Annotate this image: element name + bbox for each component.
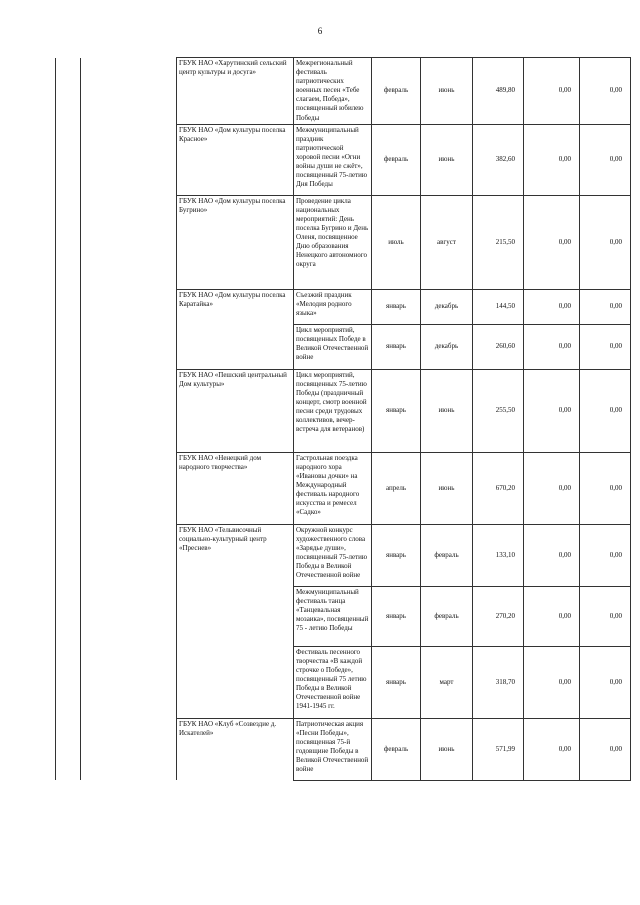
amount-cell: 0,00 [524, 646, 580, 718]
end-month-cell: июнь [421, 452, 473, 524]
amount-cell: 215,50 [473, 195, 524, 289]
amount-cell: 489,80 [473, 58, 524, 125]
start-month-cell: январь [372, 324, 421, 369]
row-spacer-cell [56, 718, 81, 780]
row-spacer-cell [56, 195, 81, 289]
amount-cell: 0,00 [524, 718, 580, 780]
table-row [56, 289, 631, 324]
amount-cell: 255,50 [473, 369, 524, 452]
organization-cell: ГБУК НАО «Клуб «Созвездие д. Искателей» [177, 718, 294, 780]
end-month-cell: июнь [421, 369, 473, 452]
table-row [56, 58, 631, 125]
organization-cell: ГБУК НАО «Пешский центральный Дом культуры» [177, 369, 294, 452]
amount-cell: 0,00 [524, 452, 580, 524]
organization-cell [177, 324, 294, 369]
amount-cell: 0,00 [524, 289, 580, 324]
amount-cell: 318,70 [473, 646, 524, 718]
table-row [56, 369, 631, 452]
table-row [56, 524, 631, 586]
amount-cell: 0,00 [524, 58, 580, 125]
row-spacer-cell [81, 369, 177, 452]
start-month-cell: январь [372, 586, 421, 646]
row-spacer-cell [56, 124, 81, 195]
organization-cell [177, 586, 294, 646]
table-row [56, 324, 631, 369]
row-spacer-cell [81, 586, 177, 646]
end-month-cell: июнь [421, 124, 473, 195]
row-spacer-cell [81, 646, 177, 718]
row-spacer-cell [56, 586, 81, 646]
row-spacer-cell [81, 195, 177, 289]
page-number: 6 [317, 26, 323, 36]
table-row [56, 195, 631, 289]
row-spacer-cell [81, 58, 177, 125]
amount-cell: 270,20 [473, 586, 524, 646]
table-row [56, 452, 631, 524]
event-cell: Межмуниципальный праздник патриотической хоровой песни «Огни войны души не сжёт», посвященный 75-летию Дня Победы [294, 124, 372, 195]
event-cell: Гастрольная поездка народного хора «Ивановы дочки» на Международный фестиваль народного искусства и ремесел «Садко» [294, 452, 372, 524]
amount-cell: 0,00 [580, 452, 631, 524]
row-spacer-cell [81, 124, 177, 195]
amount-cell: 0,00 [524, 124, 580, 195]
row-spacer-cell [56, 324, 81, 369]
end-month-cell: март [421, 646, 473, 718]
end-month-cell: август [421, 195, 473, 289]
event-cell: Фестиваль песенного творчества «В каждой строчке о Победе», посвященный 75 летию Победы в Великой Отечественной войне 1941-1945 гг. [294, 646, 372, 718]
start-month-cell: февраль [372, 58, 421, 125]
organization-cell: ГБУК НАО «Тельвисочный социально-культурный центр «Преснев» [177, 524, 294, 586]
amount-cell: 0,00 [524, 324, 580, 369]
amount-cell: 0,00 [524, 524, 580, 586]
amount-cell: 0,00 [580, 718, 631, 780]
end-month-cell: июнь [421, 58, 473, 125]
organization-cell: ГБУК НАО «Харутинский сельский центр культуры и досуга» [177, 58, 294, 125]
row-spacer-cell [56, 289, 81, 324]
amount-cell: 0,00 [580, 586, 631, 646]
start-month-cell: январь [372, 369, 421, 452]
organization-cell: ГБУК НАО «Дом культуры поселка Каратайка» [177, 289, 294, 324]
table-row [56, 586, 631, 646]
amount-cell: 571,99 [473, 718, 524, 780]
event-cell: Межмуниципальный фестиваль танца «Танцевальная мозаика», посвященный 75 - летию Победы [294, 586, 372, 646]
table-row [56, 124, 631, 195]
event-cell: Съезжий праздник «Мелодия родного языка» [294, 289, 372, 324]
amount-cell: 382,60 [473, 124, 524, 195]
start-month-cell: апрель [372, 452, 421, 524]
table-row [56, 646, 631, 718]
start-month-cell: январь [372, 289, 421, 324]
row-spacer-cell [81, 289, 177, 324]
amount-cell: 133,10 [473, 524, 524, 586]
end-month-cell: июнь [421, 718, 473, 780]
event-cell: Цикл мероприятий, посвященных 75-летию Победы (праздничный концерт, смотр военной песни среди трудовых коллективов, вечер-встреча для ветеранов) [294, 369, 372, 452]
amount-cell: 144,50 [473, 289, 524, 324]
end-month-cell: февраль [421, 586, 473, 646]
event-cell: Межрегиональный фестиваль патриотических военных песен «Тебе слагаем, Победа», посвященный юбилею Победы [294, 58, 372, 125]
start-month-cell: февраль [372, 124, 421, 195]
end-month-cell: декабрь [421, 289, 473, 324]
row-spacer-cell [56, 646, 81, 718]
amount-cell: 0,00 [580, 289, 631, 324]
events-table [55, 57, 631, 781]
event-cell: Проведение цикла национальных мероприятий: День поселка Бугрино и День Оленя, посвященное Дню образования Ненецкого автономного округа [294, 195, 372, 289]
organization-cell: ГБУК НАО «Ненецкий дом народного творчества» [177, 452, 294, 524]
event-cell: Окружной конкурс художественного слова «Зарядье души», посвященный 75-летию Победы в Великой Отечественной войне [294, 524, 372, 586]
organization-cell: ГБУК НАО «Дом культуры поселка Красное» [177, 124, 294, 195]
start-month-cell: июль [372, 195, 421, 289]
amount-cell: 0,00 [580, 369, 631, 452]
amount-cell: 0,00 [580, 524, 631, 586]
end-month-cell: декабрь [421, 324, 473, 369]
start-month-cell: январь [372, 646, 421, 718]
table-row [56, 718, 631, 780]
amount-cell: 0,00 [580, 195, 631, 289]
row-spacer-cell [81, 452, 177, 524]
event-cell: Патриотическая акция «Песни Победы», посвященная 75-й годовщине Победы в Великой Отечественной войне [294, 718, 372, 780]
end-month-cell: февраль [421, 524, 473, 586]
amount-cell: 0,00 [580, 124, 631, 195]
row-spacer-cell [56, 58, 81, 125]
amount-cell: 0,00 [580, 58, 631, 125]
amount-cell: 0,00 [524, 195, 580, 289]
start-month-cell: январь [372, 524, 421, 586]
row-spacer-cell [56, 369, 81, 452]
organization-cell [177, 646, 294, 718]
row-spacer-cell [56, 452, 81, 524]
event-cell: Цикл мероприятий, посвященных Победе в Великой Отечественной войне [294, 324, 372, 369]
row-spacer-cell [81, 324, 177, 369]
start-month-cell: февраль [372, 718, 421, 780]
amount-cell: 0,00 [580, 324, 631, 369]
row-spacer-cell [81, 524, 177, 586]
amount-cell: 0,00 [524, 586, 580, 646]
row-spacer-cell [56, 524, 81, 586]
amount-cell: 0,00 [580, 646, 631, 718]
amount-cell: 260,60 [473, 324, 524, 369]
amount-cell: 670,20 [473, 452, 524, 524]
amount-cell: 0,00 [524, 369, 580, 452]
row-spacer-cell [81, 718, 177, 780]
organization-cell: ГБУК НАО «Дом культуры поселка Бугрино» [177, 195, 294, 289]
